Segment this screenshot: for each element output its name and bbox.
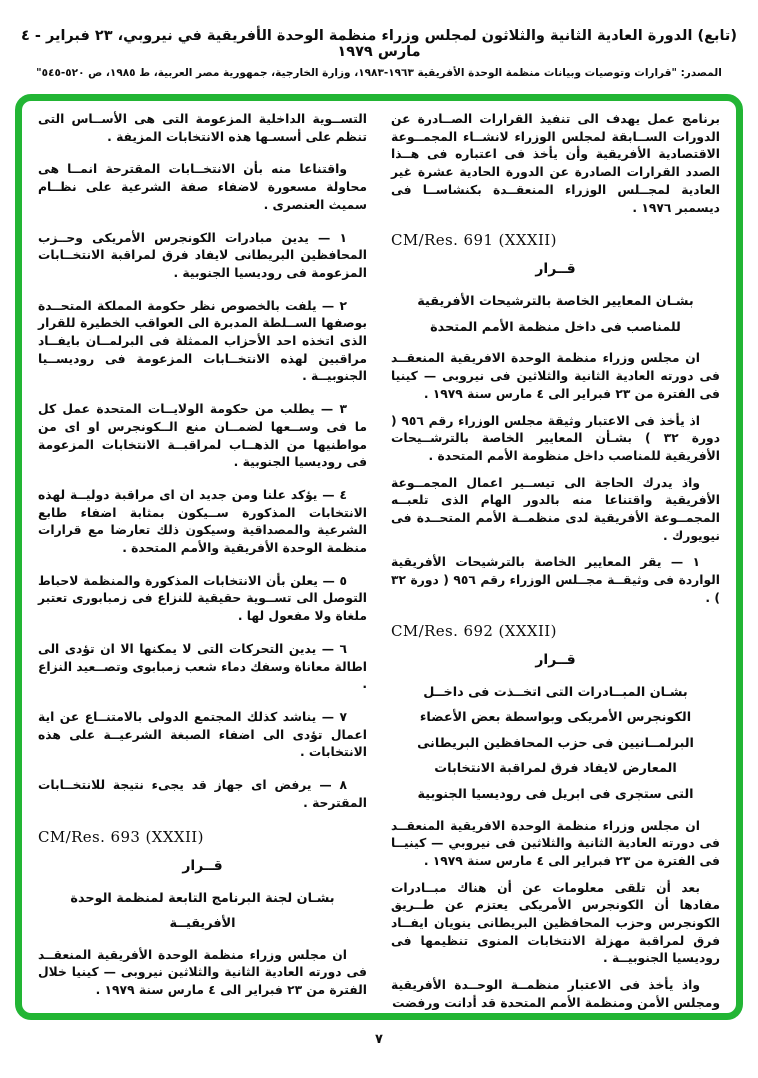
arabic-paragraph: التســوية الداخلية المزعومة التى هى الأســاس التى تنظم على أسسـها هذه الانتخابات المزيفة . (38, 112, 367, 144)
decree-subtitle-line: بشـان المعايير الخاصة بالترشيحات الأفريقية (417, 294, 694, 310)
arabic-paragraph: اذ يأخذ فى الاعتبار وثيقة مجلس الوزراء رقم ٩٥٦ ( دورة ٣٢ ) بشـأن المعايير الخاصة بالترشــيحات الأفريقية للمناصب داخل منظومة الأمم المتحدة . (391, 413, 721, 463)
decree-subtitle-line: بشـان لجنة البرنامج التابعة لمنظمة الوحدة (70, 890, 335, 906)
decree-subtitle-line: البرلمــانيين فى حزب المحافظين البريطانى (417, 735, 694, 751)
green-border-box (15, 94, 743, 1020)
arabic-paragraph: واقتناعا منه بأن الانتخــابات المقترحة انمــا هى محاولة مسعورة لاضفاء صفة الشرعية على نظــام سميث العنصرى . (38, 162, 367, 212)
decree-subtitle-line: الأفريقيــة (169, 916, 236, 932)
decree-subtitle (391, 289, 720, 340)
arabic-paragraph: ٧ — يناشد كذلك المجتمع الدولى بالامتنــاع عن اية اعمال تؤدى الى اضفاء الصبغة الشرعيــة على هذه الانتخابات . (38, 709, 367, 760)
arabic-paragraph: ان مجلس وزراء منظمة الوحدة الأفريقية المنعقــد فى دورته العادية الثانية والثلاثين نيروبى — كينيا خلال الفترة من ٢٣ فبراير الى ٤ مارس سنة ١٩٧٩ . (38, 947, 367, 998)
decree-subtitle-line: المعارض لايفاد فرق لمراقبة الانتخابات (434, 761, 677, 777)
decree-subtitle-line: بشـان المبــادرات التى اتخــذت فى داخــل (423, 684, 688, 700)
decree-subtitle-line: للمناصب فى داخل منظمة الأمم المتحدة (430, 319, 681, 335)
column-right (391, 111, 721, 1010)
arabic-paragraph: ٤ — يؤكد علنا ومن جديد ان اى مراقبة دوليــة لهذه الانتخابات المذكورة ســيكون بمثابة اضفاء طابع الشرعية والمصداقية وسيكون ذلك تعارضا مع قرارات منظمة الوحدة الأفريقية والأمم المتحدة . (38, 487, 367, 556)
resolution-code: CM/Res. 693 (XXXII) (38, 827, 204, 846)
arabic-paragraph: ١ — يدين مبادرات الكونجرس الأمريكى وحــزب المحافظين البريطانى لايفاد فرق لمراقبة الانتخــابات المزعومة فى روديسيا الجنوبية . (38, 230, 367, 280)
page-footer (0, 1032, 758, 1047)
arabic-paragraph: ٨ — يرفض اى جهاز قد يجىء نتيجة للانتخــابات المقترحة . (38, 778, 367, 810)
decree-title: قــرار (535, 651, 576, 668)
resolution-code: CM/Res. 691 (XXXII) (391, 231, 557, 250)
decree-subtitle-line: التى ستجرى فى ابريل فى روديسيا الجنوبية (417, 786, 694, 802)
arabic-paragraph: ٣ — يطلب من حكومة الولايــات المتحدة عمل كل ما فى وســعها لضمــان منع الــكونجرس او اى من مواطنيها من الذهــاب لمراقبــة الانتخابات المزعومة فى روديسيا الجنوبية . (38, 402, 367, 470)
decree-title: قــرار (182, 857, 223, 874)
arabic-paragraph: ١ — يقر المعايير الخاصة بالترشيحات الأفريقية الواردة فى وثيقــة مجــلس الوزراء رقم ٩٥٦ ( دورة ٣٢ ) . (391, 555, 720, 605)
decree-subtitle (38, 886, 367, 937)
arabic-paragraph: ان مجلس وزراء منظمة الوحدة الافريقية المنعقــد فى دورته العادية الثانية والثلاثين فى نيروبي — كينيــا فى الفترة من ٢٣ فبراير الى ٤ مارس سنة ١٩٧٩ . (391, 818, 720, 868)
page-number: ٧ (375, 1032, 383, 1047)
page-header (0, 0, 758, 79)
arabic-paragraph: واذ يدرك الحاجة الى تيســير اعمال المجمــوعة الأفريقية واقتناعا منه بالدور الهام الذى تلعبــه المجمــوعة الأفريقية لدى منظمــة الأمم المتحــدة فى نيويورك . (391, 475, 720, 543)
decree-subtitle (391, 680, 720, 808)
decree-subtitle-line: الكونجرس الأمريكى وبواسطة بعض الأعضاء (419, 710, 692, 726)
arabic-paragraph: ان مجلس وزراء منظمة الوحدة الافريقية المنعقــد فى دورته العادية الثانية والثلاثين فى نيروبى — كينيا فى الفترة من ٢٣ فبراير الى ٤ مارس سنة ١٩٧٩ . (391, 351, 720, 401)
arabic-paragraph: ٦ — يدين التحركات التى لا يمكنها الا ان تؤدى الى اطالة معاناة وسفك دماء شعب زمبابوى وتصــعيد النزاع . (38, 641, 367, 692)
arabic-paragraph: ٥ — يعلن بأن الانتخابات المذكورة والمنظمة لاحباط التوصل الى تســوية حقيقية للنزاع فى زمبابورى تعتبر ملغاة ولا مفعول لها . (38, 573, 367, 624)
arabic-paragraph: برنامج عمل يهدف الى تنفيذ القرارات الصــادرة عن الدورات الســابقة لمجلس الوزراء لانشــاء المجمــوعة الاقتصادية الأفريقية وأن يأخذ فى اعتباره فى هــذا الصدد القرارات الصادرة عن الدورة الحادية عشرة غير العادية لمجــلس الوزراء المنعقــدة بكنشاســا فى ديسمبر ١٩٧٦ . (391, 112, 720, 215)
column-left (38, 111, 367, 1007)
arabic-paragraph: واذ يأخذ فى الاعتبار منظمــة الوحــدة الأفريقية ومجلس الأمن ومنظمة الأمم المتحدة قد أدانت ورفضت (391, 978, 720, 1010)
source-citation: المصدر: "قرارات وتوصيات وبيانات منظمة الوحدة الأفريقية ١٩٦٣-١٩٨٣، وزارة الخارجية، جمهورية مصر العربية، ط ١٩٨٥، ص ٥٢٠-٥٤٥" (36, 67, 722, 79)
resolution-code: CM/Res. 692 (XXXII) (391, 621, 557, 640)
arabic-paragraph: بعد أن تلقى معلومات عن أن هناك مبــادرات مفادها أن الكونجرس الأمريكى يعتزم عن طــريق الكونجرس وحزب المحافظين البريطانى ينويان ايفــاد فرق لمراقبة مهزلة الانتخابات المنوى تنظيمها فى روديسيا الجنوبيــة . (391, 880, 720, 966)
arabic-paragraph: ٢ — يلفت بالخصوص نظر حكومة المملكة المتحــدة بوصفها الســلطة المدبرة الى العواقب الخطيرة للقرار الذى اتخذه احد الأحزاب الممثلة فى البرلمــان بايفــاد مراقبين لهذه الانتخــابات المزعومة فى روديســيا الجنوبيــة . (38, 298, 367, 384)
decree-title: قــرار (535, 261, 576, 278)
session-title: (تابع) الدورة العادية الثانية والثلاثون لمجلس وزراء منظمة الوحدة الأفريقية في نيروبي، ٢٣ فبراير - ٤ مارس ١٩٧٩ (21, 28, 737, 60)
